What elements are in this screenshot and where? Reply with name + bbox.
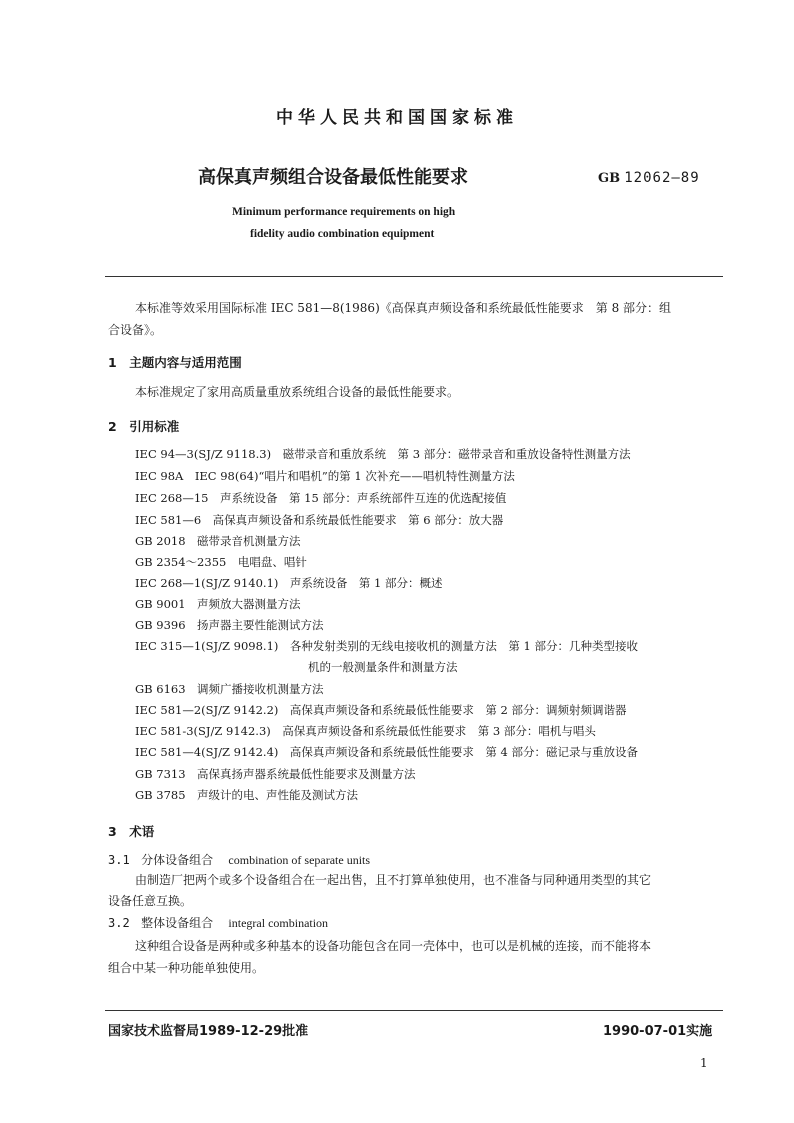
reference-item: IEC 581-3(SJ/Z 9142.3) 高保真声频设备和系统最低性能要求 第 3 部分：唱机与唱头 bbox=[135, 724, 596, 738]
english-title-line-1: Minimum performance requirements on high bbox=[232, 206, 456, 218]
definition-3-1-text-line-1: 由制造厂把两个或多个设备组合在一起出售，且不打算单独使用，也不准备与同种通用类型的其它 bbox=[135, 873, 652, 887]
definition-term-en: integral combination bbox=[228, 916, 329, 930]
reference-item: IEC 94—3(SJ/Z 9118.3) 磁带录音和重放系统 第 3 部分：磁带录音和重放设备特性测量方法 bbox=[135, 447, 631, 461]
definition-number: 3.2 bbox=[108, 916, 130, 930]
gb-prefix: GB bbox=[598, 171, 621, 186]
document-title: 高保真声频组合设备最低性能要求 bbox=[198, 167, 468, 188]
definition-3-2-heading bbox=[108, 914, 328, 931]
reference-item: GB 6163 调频广播接收机测量方法 bbox=[135, 682, 324, 696]
definition-3-1-text-line-2: 设备任意互换。 bbox=[108, 894, 193, 908]
reference-item: IEC 268—15 声系统设备 第 15 部分：声系统部件互连的优选配接值 bbox=[135, 491, 507, 505]
section-1-heading: 1 主题内容与适用范围 bbox=[108, 355, 242, 370]
gb-number: 12062—89 bbox=[624, 170, 700, 186]
approval-date: 国家技术监督局1989-12-29批准 bbox=[108, 1024, 309, 1039]
reference-item: IEC 581—2(SJ/Z 9142.2) 高保真声频设备和系统最低性能要求 第 2 部分：调频射频调谐器 bbox=[135, 703, 627, 717]
reference-item: GB 9001 声频放大器测量方法 bbox=[135, 597, 301, 611]
reference-item-continuation: 机的一般测量条件和测量方法 bbox=[308, 660, 458, 674]
definition-term: 分体设备组合 bbox=[141, 853, 214, 867]
page-number: 1 bbox=[700, 1056, 708, 1070]
reference-item: IEC 98A IEC 98(64)“唱片和唱机”的第 1 次补充——唱机特性测量方法 bbox=[135, 469, 515, 483]
reference-item: GB 2354～2355 电唱盘、唱针 bbox=[135, 555, 307, 569]
reference-item: GB 3785 声级计的电、声性能及测试方法 bbox=[135, 788, 359, 802]
gb-code bbox=[598, 170, 700, 186]
definition-term-en: combination of separate units bbox=[228, 853, 371, 867]
reference-item: GB 9396 扬声器主要性能测试方法 bbox=[135, 618, 324, 632]
standard-label: 中华人民共和国国家标准 bbox=[276, 108, 518, 128]
footer-rule bbox=[105, 1010, 723, 1011]
effective-date: 1990-07-01实施 bbox=[603, 1024, 713, 1039]
definition-number: 3.1 bbox=[108, 853, 130, 867]
header-rule bbox=[105, 276, 723, 277]
section-2-heading: 2 引用标准 bbox=[108, 419, 180, 434]
intro-line-2: 合设备》。 bbox=[108, 323, 163, 337]
reference-item: IEC 581—4(SJ/Z 9142.4) 高保真声频设备和系统最低性能要求 第 4 部分：磁记录与重放设备 bbox=[135, 745, 639, 759]
definition-3-2-text-line-2: 组合中某一种功能单独使用。 bbox=[108, 961, 265, 975]
reference-item: IEC 581—6 高保真声频设备和系统最低性能要求 第 6 部分：放大器 bbox=[135, 513, 504, 527]
definition-3-1-heading bbox=[108, 851, 370, 868]
reference-item: IEC 315—1(SJ/Z 9098.1) 各种发射类别的无线电接收机的测量方法 第 1 部分：几种类型接收 bbox=[135, 639, 639, 653]
reference-item: GB 2018 磁带录音机测量方法 bbox=[135, 534, 301, 548]
section-1-text: 本标准规定了家用高质量重放系统组合设备的最低性能要求。 bbox=[135, 385, 460, 399]
definition-term: 整体设备组合 bbox=[141, 916, 214, 930]
intro-line-1: 本标准等效采用国际标准 IEC 581—8(1986)《高保真声频设备和系统最低性能要求 第 8 部分：组 bbox=[135, 301, 672, 315]
reference-item: GB 7313 高保真扬声器系统最低性能要求及测量方法 bbox=[135, 767, 416, 781]
english-title-line-2: fidelity audio combination equipment bbox=[250, 228, 435, 240]
section-3-heading: 3 术语 bbox=[108, 824, 155, 839]
reference-item: IEC 268—1(SJ/Z 9140.1) 声系统设备 第 1 部分：概述 bbox=[135, 576, 443, 590]
definition-3-2-text-line-1: 这种组合设备是两种或多种基本的设备功能包含在同一壳体中，也可以是机械的连接，而不能将本 bbox=[135, 939, 652, 953]
